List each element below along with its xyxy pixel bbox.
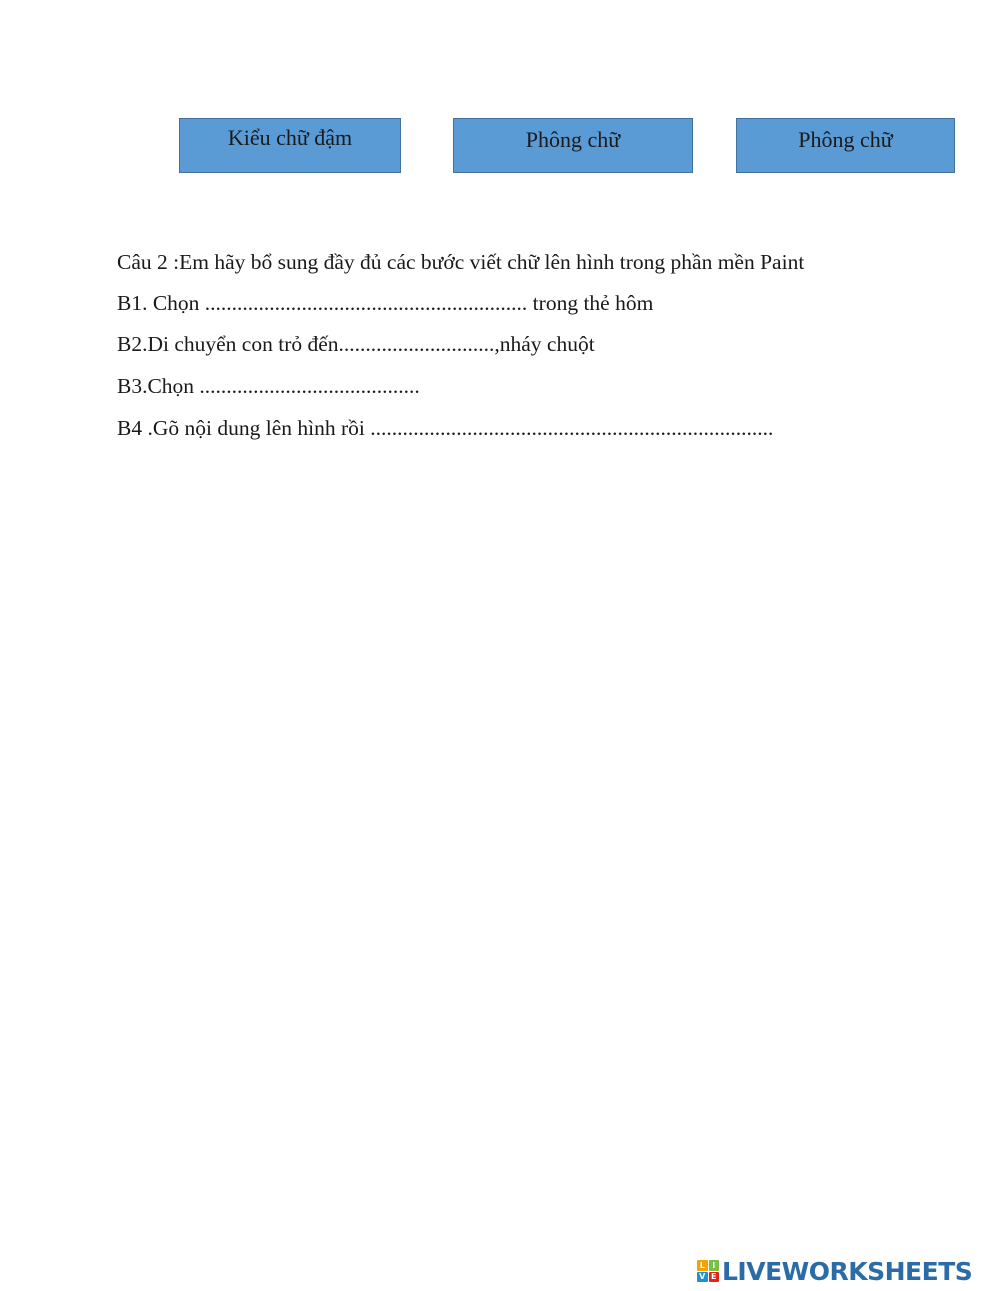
answer-box-3[interactable] <box>736 118 955 173</box>
logo-mark-letter: E <box>709 1272 720 1283</box>
logo-text: LIVEWORKSHEETS <box>722 1256 973 1286</box>
answer-box-1-label: Kiểu chữ đậm <box>227 125 353 150</box>
answer-box-3-label: Phông chữ <box>798 126 893 152</box>
step-3: B3.Chọn ......................................... <box>117 374 420 398</box>
question-title: Câu 2 :Em hãy bổ sung đầy đủ các bước viết chữ lên hình trong phần mền Paint <box>117 250 805 274</box>
answer-box-2[interactable] <box>453 118 693 173</box>
step-1: B1. Chọn ............................................................ trong thẻ hôm <box>117 291 654 315</box>
liveworksheets-logo <box>697 1257 972 1285</box>
logo-mark-letter: V <box>697 1272 708 1283</box>
logo-mark-icon <box>697 1260 719 1282</box>
step-2: B2.Di chuyển con trỏ đến.............................,nháy chuột <box>117 332 595 356</box>
step-4: B4 .Gõ nội dung lên hình rồi ........................................................................... <box>117 416 774 440</box>
answer-box-1[interactable] <box>179 118 401 173</box>
answer-box-2-label: Phông chữ <box>525 126 621 152</box>
logo-mark-letter: L <box>697 1260 708 1271</box>
logo-mark-letter: I <box>709 1260 720 1271</box>
